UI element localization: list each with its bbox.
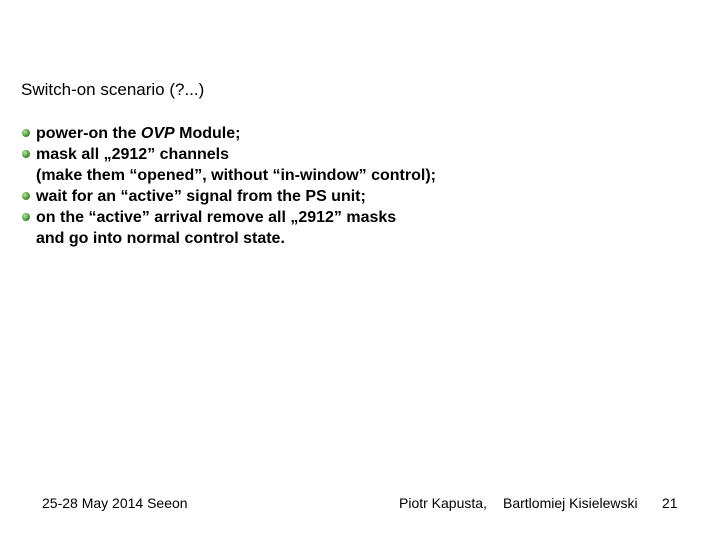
bullet-item: [22, 186, 436, 207]
bullet-text-part: Module;: [174, 125, 241, 142]
bullet-icon: [22, 129, 30, 137]
bullet-icon: [22, 213, 30, 221]
bullet-text: wait for an “active” signal from the PS unit;: [36, 188, 366, 205]
bullet-text: mask all „2912” channels: [36, 146, 229, 163]
footer-date: 25-28 May 2014 Seeon: [42, 495, 188, 511]
slide-title: Switch-on scenario (?...): [21, 80, 205, 99]
footer-coauthor: Bartlomiej Kisielewski: [503, 495, 638, 511]
bullet-continuation: [22, 165, 436, 186]
bullet-text: (make them “opened”, without “in-window” control);: [36, 167, 436, 184]
bullet-item: [22, 207, 436, 228]
bullet-text: on the “active” arrival remove all „2912” masks: [36, 209, 397, 226]
bullet-item: [22, 144, 436, 165]
bullet-text: and go into normal control state.: [36, 230, 285, 247]
bullet-icon: [22, 192, 30, 200]
bullet-emphasis: OVP: [140, 125, 175, 142]
bullet-item: [22, 123, 436, 144]
footer-author: Piotr Kapusta,: [399, 495, 487, 511]
bullet-list: [22, 123, 436, 249]
bullet-text-part: power-on the: [36, 125, 141, 142]
page-number: 21: [662, 495, 678, 511]
bullet-continuation: [22, 228, 436, 249]
bullet-icon: [22, 150, 30, 158]
